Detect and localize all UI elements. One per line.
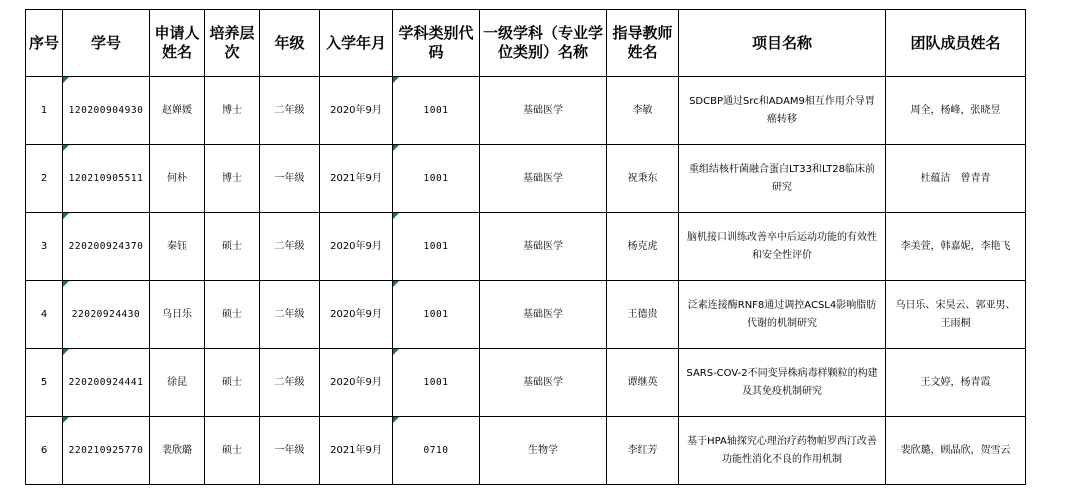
cell-student-id-text: 220200924441 bbox=[68, 376, 144, 388]
cell-grade-text: 一年级 bbox=[274, 172, 305, 184]
cell-enrollment-date[interactable] bbox=[320, 281, 393, 349]
cell-applicant-name-text: 裴欣璐 bbox=[162, 444, 192, 456]
cell-applicant-name[interactable] bbox=[150, 349, 205, 417]
number-stored-as-text-indicator-icon bbox=[63, 281, 69, 287]
cell-advisor-name-text: 祝秉东 bbox=[627, 172, 658, 184]
cell-training-level[interactable] bbox=[205, 349, 260, 417]
cell-index[interactable] bbox=[26, 77, 63, 145]
cell-discipline-name-text: 基础医学 bbox=[523, 104, 563, 116]
header-enrollment-date[interactable]: 入学年月 bbox=[320, 10, 393, 77]
number-stored-as-text-indicator-icon bbox=[63, 417, 69, 423]
cell-index[interactable] bbox=[26, 417, 63, 485]
cell-index[interactable] bbox=[26, 281, 63, 349]
cell-team-members[interactable] bbox=[886, 213, 1026, 281]
cell-enrollment-date-text: 2020年9月 bbox=[330, 308, 382, 320]
cell-index[interactable] bbox=[26, 145, 63, 213]
cell-advisor-name-text: 杨克虎 bbox=[627, 240, 658, 252]
cell-discipline-name[interactable] bbox=[480, 281, 607, 349]
cell-project-name[interactable] bbox=[679, 213, 886, 281]
cell-index-text: 1 bbox=[40, 104, 48, 116]
cell-project-name[interactable] bbox=[679, 281, 886, 349]
cell-grade-text: 二年级 bbox=[274, 376, 305, 388]
cell-applicant-name[interactable] bbox=[150, 145, 205, 213]
cell-training-level[interactable] bbox=[205, 213, 260, 281]
cell-student-id[interactable] bbox=[63, 349, 150, 417]
header-index[interactable]: 序号 bbox=[26, 10, 63, 77]
cell-student-id[interactable] bbox=[63, 281, 150, 349]
cell-index-text: 5 bbox=[40, 376, 48, 388]
cell-enrollment-date[interactable] bbox=[320, 77, 393, 145]
cell-discipline-name-text: 基础医学 bbox=[523, 240, 563, 252]
cell-index-text: 6 bbox=[40, 444, 48, 456]
cell-training-level[interactable] bbox=[205, 417, 260, 485]
cell-advisor-name[interactable] bbox=[607, 145, 679, 213]
cell-training-level-text: 硕士 bbox=[222, 308, 242, 320]
header-applicant-name[interactable]: 申请人姓名 bbox=[150, 10, 205, 77]
cell-student-id[interactable] bbox=[63, 213, 150, 281]
cell-project-name-text: 泛素连接酶RNF8通过调控ACSL4影响脂肪代谢的机制研究 bbox=[687, 299, 877, 329]
cell-project-name-text: 基于HPA轴探究心理治疗药物帕罗西汀改善功能性消化不良的作用机制 bbox=[687, 435, 877, 465]
cell-enrollment-date[interactable] bbox=[320, 213, 393, 281]
cell-discipline-code[interactable] bbox=[393, 145, 480, 213]
header-grade[interactable]: 年级 bbox=[260, 10, 320, 77]
cell-student-id[interactable] bbox=[63, 77, 150, 145]
cell-discipline-code-text: 0710 bbox=[423, 444, 449, 456]
cell-project-name[interactable] bbox=[679, 349, 886, 417]
number-stored-as-text-indicator-icon bbox=[393, 281, 399, 287]
cell-team-members[interactable] bbox=[886, 77, 1026, 145]
cell-advisor-name[interactable] bbox=[607, 281, 679, 349]
cell-student-id-text: 220210925770 bbox=[68, 444, 144, 456]
cell-grade[interactable] bbox=[260, 349, 320, 417]
number-stored-as-text-indicator-icon bbox=[63, 213, 69, 219]
table-row bbox=[26, 349, 1026, 417]
cell-advisor-name[interactable] bbox=[607, 77, 679, 145]
cell-discipline-name-text: 生物学 bbox=[528, 444, 558, 456]
cell-project-name[interactable] bbox=[679, 77, 886, 145]
cell-advisor-name-text: 李红芳 bbox=[627, 444, 658, 456]
cell-team-members[interactable] bbox=[886, 349, 1026, 417]
table-row bbox=[26, 281, 1026, 349]
cell-discipline-code[interactable] bbox=[393, 77, 480, 145]
cell-discipline-name-text: 基础医学 bbox=[523, 172, 563, 184]
table-row bbox=[26, 417, 1026, 485]
table-row bbox=[26, 213, 1026, 281]
cell-grade[interactable] bbox=[260, 417, 320, 485]
cell-grade[interactable] bbox=[260, 77, 320, 145]
cell-enrollment-date-text: 2020年9月 bbox=[330, 104, 382, 116]
cell-training-level-text: 博士 bbox=[222, 104, 242, 116]
cell-training-level[interactable] bbox=[205, 281, 260, 349]
cell-enrollment-date-text: 2021年9月 bbox=[330, 444, 382, 456]
cell-student-id[interactable] bbox=[63, 417, 150, 485]
cell-discipline-name-text: 基础医学 bbox=[523, 376, 563, 388]
cell-applicant-name[interactable] bbox=[150, 281, 205, 349]
header-row bbox=[26, 10, 1026, 77]
cell-discipline-code-text: 1001 bbox=[423, 308, 449, 320]
number-stored-as-text-indicator-icon bbox=[393, 213, 399, 219]
cell-project-name-text: SARS-COV-2不同变异株病毒样颗粒的构建及其免疫机制研究 bbox=[686, 367, 878, 397]
cell-index[interactable] bbox=[26, 349, 63, 417]
cell-team-members-text: 杜蕴洁 曾青青 bbox=[920, 172, 991, 184]
cell-advisor-name[interactable] bbox=[607, 213, 679, 281]
number-stored-as-text-indicator-icon bbox=[393, 417, 399, 423]
cell-student-id-text: 120210905511 bbox=[68, 172, 144, 184]
cell-project-name-text: 重组结核杆菌融合蛋白LT33和LT28临床前研究 bbox=[688, 163, 876, 193]
cell-discipline-code[interactable] bbox=[393, 213, 480, 281]
cell-grade[interactable] bbox=[260, 281, 320, 349]
number-stored-as-text-indicator-icon bbox=[63, 349, 69, 355]
cell-applicant-name[interactable] bbox=[150, 77, 205, 145]
cell-enrollment-date-text: 2021年9月 bbox=[330, 172, 382, 184]
cell-training-level[interactable] bbox=[205, 77, 260, 145]
cell-applicant-name[interactable] bbox=[150, 213, 205, 281]
cell-discipline-name[interactable] bbox=[480, 349, 607, 417]
cell-team-members-text: 王文婷，杨青霞 bbox=[920, 376, 991, 388]
cell-discipline-code[interactable] bbox=[393, 417, 480, 485]
cell-discipline-name[interactable] bbox=[480, 145, 607, 213]
header-student-id[interactable]: 学号 bbox=[63, 10, 150, 77]
cell-student-id[interactable] bbox=[63, 145, 150, 213]
cell-grade[interactable] bbox=[260, 213, 320, 281]
header-discipline-name[interactable]: 一级学科（专业学位类别）名称 bbox=[480, 10, 607, 77]
number-stored-as-text-indicator-icon bbox=[63, 77, 69, 83]
cell-advisor-name-text: 谭继英 bbox=[627, 376, 658, 388]
cell-discipline-name-text: 基础医学 bbox=[523, 308, 563, 320]
number-stored-as-text-indicator-icon bbox=[63, 145, 69, 151]
cell-team-members-text: 李美萱，韩嘉妮，李艳飞 bbox=[900, 240, 1011, 252]
cell-discipline-code-text: 1001 bbox=[423, 240, 449, 252]
cell-advisor-name[interactable] bbox=[607, 417, 679, 485]
cell-training-level[interactable] bbox=[205, 145, 260, 213]
cell-discipline-code[interactable] bbox=[393, 349, 480, 417]
cell-project-name[interactable] bbox=[679, 417, 886, 485]
header-team-members[interactable]: 团队成员姓名 bbox=[886, 10, 1026, 77]
cell-discipline-name[interactable] bbox=[480, 213, 607, 281]
cell-grade-text: 二年级 bbox=[274, 308, 305, 320]
cell-training-level-text: 硕士 bbox=[222, 376, 242, 388]
student-project-table bbox=[25, 9, 1026, 485]
header-discipline-code[interactable]: 学科类别代码 bbox=[393, 10, 480, 77]
cell-applicant-name-text: 乌日乐 bbox=[162, 308, 192, 320]
cell-enrollment-date[interactable] bbox=[320, 417, 393, 485]
cell-discipline-name[interactable] bbox=[480, 77, 607, 145]
cell-student-id-text: 22020924430 bbox=[71, 308, 141, 320]
cell-applicant-name[interactable] bbox=[150, 417, 205, 485]
cell-discipline-code[interactable] bbox=[393, 281, 480, 349]
cell-enrollment-date[interactable] bbox=[320, 349, 393, 417]
cell-discipline-code-text: 1001 bbox=[423, 172, 449, 184]
cell-grade-text: 二年级 bbox=[274, 104, 305, 116]
cell-advisor-name[interactable] bbox=[607, 349, 679, 417]
cell-advisor-name-text: 李敏 bbox=[632, 104, 653, 116]
cell-applicant-name-text: 秦钰 bbox=[167, 240, 187, 252]
number-stored-as-text-indicator-icon bbox=[393, 145, 399, 151]
cell-training-level-text: 硕士 bbox=[222, 240, 242, 252]
cell-project-name-text: SDCBP通过Src和ADAM9相互作用介导胃癌转移 bbox=[689, 95, 875, 125]
cell-index[interactable] bbox=[26, 213, 63, 281]
cell-training-level-text: 博士 bbox=[222, 172, 242, 184]
cell-student-id-text: 120200904930 bbox=[68, 104, 144, 116]
cell-applicant-name-text: 徐昆 bbox=[167, 376, 187, 388]
cell-team-members-text: 裴欣璐，顾晶欣，贺雪云 bbox=[900, 444, 1011, 456]
cell-enrollment-date-text: 2020年9月 bbox=[330, 376, 382, 388]
table-row bbox=[26, 145, 1026, 213]
cell-grade[interactable] bbox=[260, 145, 320, 213]
cell-index-text: 4 bbox=[40, 308, 48, 320]
cell-index-text: 2 bbox=[40, 172, 48, 184]
cell-project-name[interactable] bbox=[679, 145, 886, 213]
cell-grade-text: 二年级 bbox=[274, 240, 305, 252]
number-stored-as-text-indicator-icon bbox=[393, 349, 399, 355]
cell-team-members-text: 乌日乐、宋昊云、郭亚男、王雨桐 bbox=[895, 299, 1016, 329]
cell-discipline-code-text: 1001 bbox=[423, 104, 449, 116]
cell-project-name-text: 脑机接口训练改善卒中后运动功能的有效性和安全性评价 bbox=[687, 231, 877, 261]
cell-applicant-name-text: 何朴 bbox=[167, 172, 187, 184]
cell-grade-text: 一年级 bbox=[274, 444, 305, 456]
header-training-level[interactable]: 培养层次 bbox=[205, 10, 260, 77]
cell-discipline-name[interactable] bbox=[480, 417, 607, 485]
cell-index-text: 3 bbox=[40, 240, 48, 252]
cell-enrollment-date-text: 2020年9月 bbox=[330, 240, 382, 252]
cell-training-level-text: 硕士 bbox=[222, 444, 242, 456]
header-advisor-name[interactable]: 指导教师姓名 bbox=[607, 10, 679, 77]
cell-discipline-code-text: 1001 bbox=[423, 376, 449, 388]
cell-enrollment-date[interactable] bbox=[320, 145, 393, 213]
cell-advisor-name-text: 王德贵 bbox=[627, 308, 658, 320]
cell-applicant-name-text: 赵婵媛 bbox=[162, 104, 192, 116]
cell-team-members[interactable] bbox=[886, 417, 1026, 485]
cell-team-members[interactable] bbox=[886, 281, 1026, 349]
cell-student-id-text: 220200924370 bbox=[68, 240, 144, 252]
header-project-name[interactable]: 项目名称 bbox=[679, 10, 886, 77]
cell-team-members-text: 周全，杨峰，张晓昱 bbox=[910, 104, 1001, 116]
table-row bbox=[26, 77, 1026, 145]
number-stored-as-text-indicator-icon bbox=[393, 77, 399, 83]
cell-team-members[interactable] bbox=[886, 145, 1026, 213]
